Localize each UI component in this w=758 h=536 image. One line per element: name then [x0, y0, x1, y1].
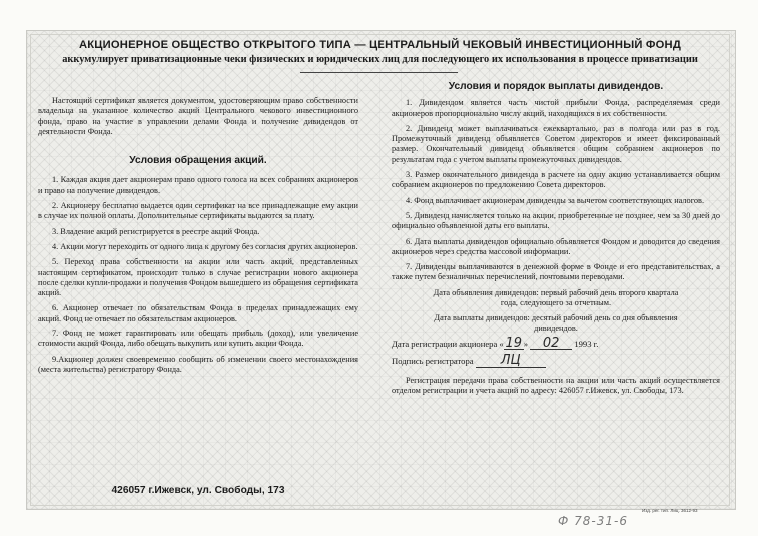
dividend-condition-item: 5. Дивиденд начисляется только на акции, приобретенные не позднее, чем за 30 дней до официально объявленной даты его выплаты. [392, 210, 720, 231]
archive-number: Ф 78-31-6 [558, 514, 628, 528]
signature-label: Подпись регистратора [392, 356, 474, 367]
dividend-condition-item: 4. Фонд выплачивает акционерам дивиденды за вычетом соответствующих налогов. [406, 195, 705, 205]
fund-title: АКЦИОНЕРНОЕ ОБЩЕСТВО ОТКРЫТОГО ТИПА — ЦЕНТРАЛЬНЫЙ ЧЕКОВЫЙ ИНВЕСТИЦИОННЫЙ ФОНД [78, 39, 682, 51]
signature-row [392, 353, 720, 369]
title-divider [300, 72, 458, 73]
registration-date-label: Дата регистрации акционера [392, 338, 498, 349]
share-condition-item: 2. Акционеру бесплатно выдается один сертификат на все принадлежащие ему акции в случае их полной оплаты. Дополнительные сертификаты выдаются за плату. [38, 201, 358, 221]
share-condition-item: 3. Владение акций регистрируется в реестре акций Фонда. [52, 226, 260, 236]
left-column [38, 96, 358, 380]
registration-date-row: Дата регистрации акционера « 19 » 02 1993 г. [392, 335, 599, 351]
dividend-condition-item: 7. Дивиденды выплачиваются в денежной форме в Фонде и его представительствах, а также путем безналичных перечислений, почтовыми переводами. [392, 262, 720, 282]
share-condition-item: 9.Акционер должен своевременно сообщить об изменении своего местонахождения (места жительства) регистратору Фонда. [38, 354, 358, 374]
print-license-mark: Изд. рег. тип. Лиц. 3612-93 [642, 508, 698, 513]
dividend-conditions-heading: Условия и порядок выплаты дивидендов. [448, 81, 664, 92]
share-conditions-heading: Условия обращения акций. [129, 155, 267, 167]
registration-day: 19 [505, 335, 522, 351]
dividend-announcement-date: Дата объявления дивидендов: первый рабочий день второго квартала года, следующего за отчетным. [433, 287, 679, 308]
share-condition-item: 5. Переход права собственности на акции или часть акций, представленных настоящим сертификатом, происходит только в случае регистрации нового акционера после сделки купли-продажи и получения Фондом вышедшего из обращения сертификата акций. [38, 257, 358, 298]
dividend-condition-item: 2. Дивиденд может выплачиваться ежеквартально, раз в полгода или раз в год. Промежуточный дивиденд объявляется Советом директоров и имеет фиксированный размер. Окончательный дивиденд объявляется общим собранием акционеров по результатам года с учетом выплаты промежуточных дивидендов. [392, 123, 720, 164]
dividend-condition-item: 6. Дата выплаты дивидендов официально объявляется Фондом и доводится до сведения акционеров через средства массовой информации. [392, 236, 720, 256]
share-condition-item: 6. Акционер отвечает по обязательствам Фонда в пределах принадлежащих ему акций. Фонд не отвечает по обязательствам акционеров. [38, 303, 358, 323]
registrar-signature: ЛЦ [476, 356, 546, 367]
registration-month: 02 [530, 339, 572, 350]
share-condition-item: 1. Каждая акция дает акционерам право одного голоса на всех собраниях акционеров и право на получение дивидендов. [38, 175, 358, 195]
certificate-intro: Настоящий сертификат является документом, удостоверяющим право собственности владельца на указанное количество акций Центрального чекового инвестиционного фонда, право на участие в управлении делами Фонда и получение дивидендов от деятельности Фонда. [38, 96, 358, 136]
fund-address: 426057 г.Ижевск, ул. Свободы, 173 [111, 485, 285, 496]
registrar-note: Регистрация передачи права собственности на акции или часть акций осуществляется отделом регистрации и учета акций по адресу: 426057 г.Ижевск, ул. Свободы, 173. [392, 375, 720, 395]
share-condition-item: 4. Акции могут переходить от одного лица к другому без согласия других акционеров. [52, 241, 358, 251]
dividend-condition-item: 1. Дивидендом является часть чистой прибыли Фонда, распределяемая среди акционеров пропорционально числу акций, находящихся в их собственности. [392, 98, 720, 118]
registration-year: 1993 г. [574, 338, 599, 349]
fund-subtitle: аккумулирует приватизационные чеки физических и юридических лиц для последующего их использования в процессе приватизации [62, 54, 698, 65]
dividend-condition-item: 3. Размер окончательного дивиденда в расчете на одну акцию устанавливается общим собранием акционеров по предложению Совета директоров. [392, 170, 720, 190]
right-column [392, 82, 720, 401]
dividend-payment-date: Дата выплаты дивидендов: десятый рабочий день со дня объявления дивидендов. [434, 313, 678, 333]
share-condition-item: 7. Фонд не может гарантировать или обещать прибыль (доход), или увеличение стоимости акций Фонда, либо обещать выкупить или купить акции Фонда. [38, 329, 358, 349]
